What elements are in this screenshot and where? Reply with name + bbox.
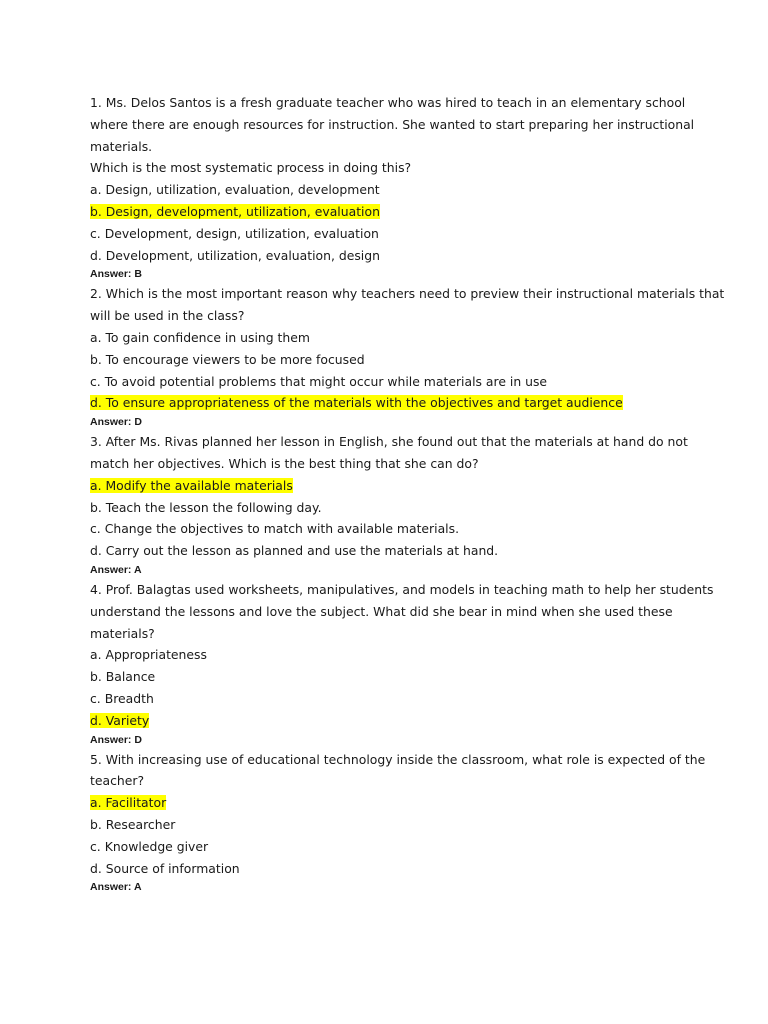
question-text [90,92,695,179]
question-line: match her objectives. Which is the best thing that she can do? [90,455,479,471]
option-b-highlighted: b. Design, development, utilization, evaluation [90,203,380,219]
answer-label: Answer: A [90,881,142,894]
option-a: a. Appropriateness [90,647,207,663]
question-4 [90,579,714,747]
option-a-highlighted: a. Facilitator [90,795,167,811]
question-5 [90,749,706,895]
question-text [90,579,714,644]
question-3 [90,431,690,577]
question-2 [90,283,725,429]
question-line: Which is the most systematic process in doing this? [90,160,412,176]
option-b: b. Balance [90,669,156,685]
option-d: d. Development, utilization, evaluation, design [90,247,380,263]
document-page [90,92,725,896]
option-b: b. To encourage viewers to be more focused [90,351,365,367]
question-line: where there are enough resources for instruction. She wanted to start preparing her instructional [90,116,695,132]
answer-label: Answer: D [90,416,142,429]
question-line: teacher? [90,773,145,789]
option-d: d. Carry out the lesson as planned and use the materials at hand. [90,543,499,559]
option-b: b. Researcher [90,816,176,832]
question-line: will be used in the class? [90,308,245,324]
option-d: d. Source of information [90,860,240,876]
option-c: c. Change the objectives to match with available materials. [90,521,460,537]
option-a-highlighted: a. Modify the available materials [90,477,293,493]
option-c: c. Development, design, utilization, evaluation [90,225,379,241]
question-line: materials. [90,138,153,154]
answer-label: Answer: D [90,733,142,746]
question-1 [90,92,695,281]
question-text [90,749,706,793]
question-line: understand the lessons and love the subject. What did she bear in mind when she used these [90,603,673,619]
option-c: c. Knowledge giver [90,838,209,854]
option-d-highlighted: d. Variety [90,712,150,728]
option-b: b. Teach the lesson the following day. [90,499,322,515]
question-text [90,283,725,327]
question-line: 2. Which is the most important reason why teachers need to preview their instructional materials that [90,286,725,302]
question-line: materials? [90,625,155,641]
option-c: c. To avoid potential problems that might occur while materials are in use [90,373,548,389]
question-text [90,431,690,475]
option-c: c. Breadth [90,690,154,706]
answer-label: Answer: B [90,268,142,281]
option-a: a. Design, utilization, evaluation, development [90,182,380,198]
question-line: 5. With increasing use of educational technology inside the classroom, what role is expected of the [90,751,706,767]
option-d-highlighted: d. To ensure appropriateness of the materials with the objectives and target audience [90,395,623,411]
option-a: a. To gain confidence in using them [90,329,310,345]
question-line: 4. Prof. Balagtas used worksheets, manipulatives, and models in teaching math to help her students [90,581,714,597]
question-line: 1. Ms. Delos Santos is a fresh graduate teacher who was hired to teach in an elementary school [90,95,686,110]
answer-label: Answer: A [90,563,142,576]
question-line: 3. After Ms. Rivas planned her lesson in English, she found out that the materials at hand do not [90,434,688,450]
